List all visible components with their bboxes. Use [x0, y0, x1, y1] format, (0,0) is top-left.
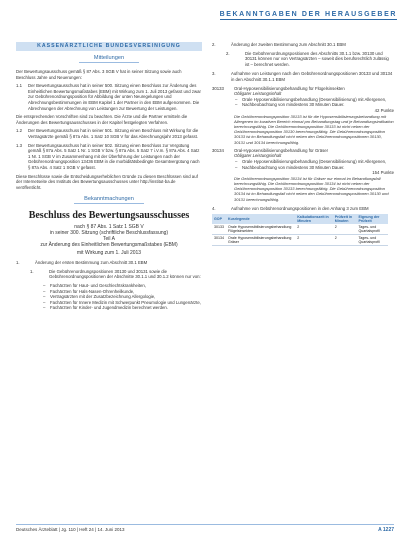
- table-cell: 2: [295, 235, 333, 246]
- point-1-sub: [16, 269, 202, 280]
- item-number: 1.2: [16, 128, 22, 134]
- list-item: – Fachärzten für Innere Medizin mit Schwerpunkt Pneumologie und Lungenärzte,: [50, 300, 202, 306]
- point-text: Änderung der zweiten Bestimmung zum Abschnitt 30.1 EBM: [231, 42, 346, 47]
- table-header: Kalkulationszeit in Minuten: [295, 214, 333, 224]
- point-number: 1.: [30, 268, 34, 274]
- code-number: 30133: [212, 85, 224, 91]
- table-cell: 2: [333, 235, 357, 246]
- resolution-line: Teil A: [103, 236, 115, 243]
- code-note: Obligater Leistungsinhalt: [234, 153, 282, 159]
- item-number: 1.1: [16, 83, 22, 89]
- code-entry-30133: [212, 86, 394, 145]
- code-number: 30134: [212, 147, 224, 153]
- table-cell: 30134: [212, 235, 226, 246]
- section-subheading-mitteilungen: Mitteilungen: [79, 55, 139, 63]
- table-header: Prüfzeit in Minuten: [333, 214, 357, 224]
- section-band-kbv: KASSENÄRZTLICHE BUNDESVEREINIGUNG: [16, 42, 202, 51]
- table-cell: 30133: [212, 224, 226, 235]
- code-bullets: [234, 97, 394, 108]
- appendix-table: [212, 214, 388, 246]
- table-cell: Orale Hyposensibilisierungsbehandlung Gräser: [226, 235, 295, 246]
- list-item: [16, 143, 202, 171]
- code-bullets: [234, 159, 394, 170]
- table-header: Kurzlegende: [226, 214, 295, 224]
- right-column: [212, 42, 394, 246]
- list-item: – Orale Hyposensibilisierungsbehandlung (Desensibilisierung) mit Allergenen,: [242, 159, 394, 165]
- resolution-line: in seiner 300. Sitzung (schriftliche Beschlussfassung): [49, 230, 169, 237]
- page-number: A 1227: [378, 527, 394, 533]
- point-number: 2.: [212, 42, 216, 47]
- list-item: – Fachärzten für Hals-Nasen-Ohrenheilkunde,: [50, 289, 202, 295]
- code-note: Obligater Leistungsinhalt: [234, 91, 282, 97]
- list-item: – Orale Hyposensibilisierungsbehandlung (Desensibilisierung) mit Allergenen,: [242, 97, 394, 103]
- code-points: 42 Punkte: [374, 107, 394, 113]
- list-item: [16, 114, 202, 125]
- table-cell: Orale Hyposensibilisierungsbehandlung Flügelsinsekten: [226, 224, 295, 235]
- point-4: [212, 206, 394, 212]
- table-header: GOP: [212, 214, 226, 224]
- point-text: Änderung der ersten Bestimmung zum Abschnitt 30.1 EBM: [35, 260, 148, 266]
- item-text: Der Bewertungsausschuss hat in seiner 502. Sitzung einen Beschluss zur Vergütung gemäß § 87a Abs. 5 Satz 1 Nr. 1 SGB V bzw. § 87a Abs. 5 Satz 7 i.V.m. § 87a Abs. 4 Satz 1 Nr. 1 SGB V im Zusammenhang mit der Überführung der Leistungen nach der Gebührenordnungsposition 13436 EBM in die morbiditätsbedingte Gesamtvergütung nach § 87a Abs. 4 Satz 1 SGB V gefasst.: [28, 142, 200, 170]
- intro-paragraph: Der Bewertungsausschuss gemäß § 87 Abs. 3 SGB V hat in seiner Sitzung sowie auch Beschluss Jahre und Neuerungen:: [16, 69, 182, 80]
- journal-citation: Deutsches Ärzteblatt | Jg. 110 | Heft 24 | 14. Juni 2013: [16, 527, 125, 532]
- code-title: Oral-Hyposensibilisierungsbehandlung für Flügelsinsekten: [234, 85, 345, 91]
- item-text: Diese Beschlüsse sowie die Entscheidungserheblichen Gründe zu diesen Beschlüssen sind auf der Internetseite des Instituts des Bewertungsausschusses unter http://institut-ba.de veröffentlicht.: [16, 173, 198, 190]
- list-item: [16, 83, 202, 111]
- table-header: Eignung der Prüfzeit: [356, 214, 388, 224]
- list-item: – Nachbeobachtung von mindestens 30 Minuten Dauer.: [242, 165, 394, 171]
- point-2: [212, 42, 394, 48]
- code-entry-30134: [212, 148, 394, 202]
- point-text: Aufnahme von Gebührenordnungspositionen in den Anhang 3 zum EBM: [231, 205, 369, 211]
- code-points: 154 Punkte: [372, 170, 394, 176]
- table-header-row: [212, 214, 388, 224]
- point-text: Die Gebührenordnungspositionen 30130 und 30131 sowie die Gebührenordnungspositionen der Abschnitte 30.1.1 und 30.1.2 können nur von:: [49, 268, 201, 280]
- table-cell: Tages- und Quartalsprofil: [356, 235, 388, 246]
- list-item: – Vertragsärzten mit der Zusatzbezeichnung Allergologie,: [50, 294, 202, 300]
- publisher-header: BEKANNTGABEN DER HERAUSGEBER: [219, 10, 397, 18]
- item-text: Der Bewertungsausschuss hat in seiner 500. Sitzung einen Beschluss zur Änderung des Einheitlichen Bewertungsmaßstabes (EBM) mit Wirkung zum 1. Juli 2013 gefasst und zwar zur Gebührenordnungsposition für Abbildung der unten Neuregelungen und Abrechnungsbestimmungen im EBM Kapitel 1 der Partner in den EBM aufgenommen. Die Abrechnungen der Abrechnung von Leistungen zur Bewertung der Leistungen.: [28, 83, 201, 111]
- list-item: – Fachärzten für Haut- und Geschlechtskrankheiten,: [50, 283, 202, 289]
- point-3: [212, 71, 394, 82]
- code-title: Oral-Hyposensibilisierungsbehandlung für Gräser: [234, 147, 329, 153]
- page-footer: [16, 524, 394, 533]
- effective-date: mit Wirkung zum 1. Juli 2013: [76, 250, 142, 257]
- point-text: Aufnahme von Leistungen nach den Gebührenordnungspositionen 30133 und 30134 in den Abschnitt 30.1.1 EBM: [231, 71, 393, 82]
- left-column: [16, 42, 202, 311]
- point-number: 2.: [226, 50, 230, 56]
- point-1: [16, 260, 202, 266]
- table-cell: Tages- und Quartalsprofil: [356, 224, 388, 235]
- table-cell: 2: [333, 224, 357, 235]
- table-row: [212, 224, 388, 235]
- point-text: Die Gebührenordnungspositionen des Abschnitts 30.1.1 bzw. 30130 und 30131 können nur von Vertragsärzten – soweit dies berufsrechtlich zulässig ist – berechnet werden.: [245, 50, 389, 67]
- header-band: [0, 10, 407, 20]
- item-number: 1.3: [16, 142, 22, 148]
- code-remarks: Die Gebührenordnungsposition 30134 ist für Gräser nur einmal im Behandlungsfall berechnungsfähig. Die Gebührenordnungsposition 30134 ist nicht neben der Gebührenordnungsposition 30133 berechnungsfähig. Die Gebührenordnungsposition 30134 ist im Behandlungsfall nicht neben den Gebührenordnungspositionen 30130 und 30131 berechnungsfähig.: [234, 175, 389, 202]
- item-text: Die entsprechenden Vorschriften sind zu beachten. Die Ärzte und die Partner ermitteln die Änderungen des Bewertungsausschusses in der Kapitel festgelegten Verfahren.: [16, 114, 188, 125]
- list-item: – Fachärzten für Kinder- und Jugendmedizin berechnet werden.: [50, 305, 202, 311]
- point-2-sub: [212, 51, 394, 68]
- table-cell: 2: [295, 224, 333, 235]
- table-row: [212, 235, 388, 246]
- resolution-line: nach § 87 Abs. 1 Satz 1 SGB V: [74, 224, 144, 231]
- point-number: 3.: [212, 71, 216, 77]
- list-item: [16, 174, 202, 191]
- point-number: 4.: [212, 205, 216, 211]
- point-number: 1.: [16, 260, 20, 266]
- section-subheading-bekanntmachungen: Bekanntmachungen: [74, 196, 144, 204]
- specialist-list: [16, 283, 202, 311]
- code-remarks: Die Gebührenordnungsposition 30133 ist für die Hyposensibilisierungsbehandlung mit Allergenen im kurativen Bereich einmal pro Behandlungstag und je Behandlungsindikation berechnungsfähig. Die Gebührenordnungsposition 30133 ist nicht neben der Gebührenordnungsposition 30130 berechnungsfähig. Die Gebührenordnungsposition 30133 ist im Behandlungsfall nicht neben den Gebührenordnungspositionen 30130, 30131 und 30134 berechnungsfähig.: [234, 113, 394, 145]
- list-item: – Nachbeobachtung von mindestens 30 Minuten Dauer.: [242, 102, 394, 108]
- list-item: [16, 128, 202, 139]
- resolution-line: zur Änderung des Einheitlichen Bewertungsmaßstabes (EBM): [40, 242, 178, 249]
- item-text: Der Bewertungsausschuss hat in seiner 501. Sitzung einen Beschluss mit Wirkung für die Vertragsärzte gemäß § 87a Abs. 1 Satz 10 SGB V für das Abrechnungsjahr 2013 gefasst.: [28, 128, 199, 139]
- resolution-title: Beschluss des Bewertungsausschusses: [28, 210, 190, 222]
